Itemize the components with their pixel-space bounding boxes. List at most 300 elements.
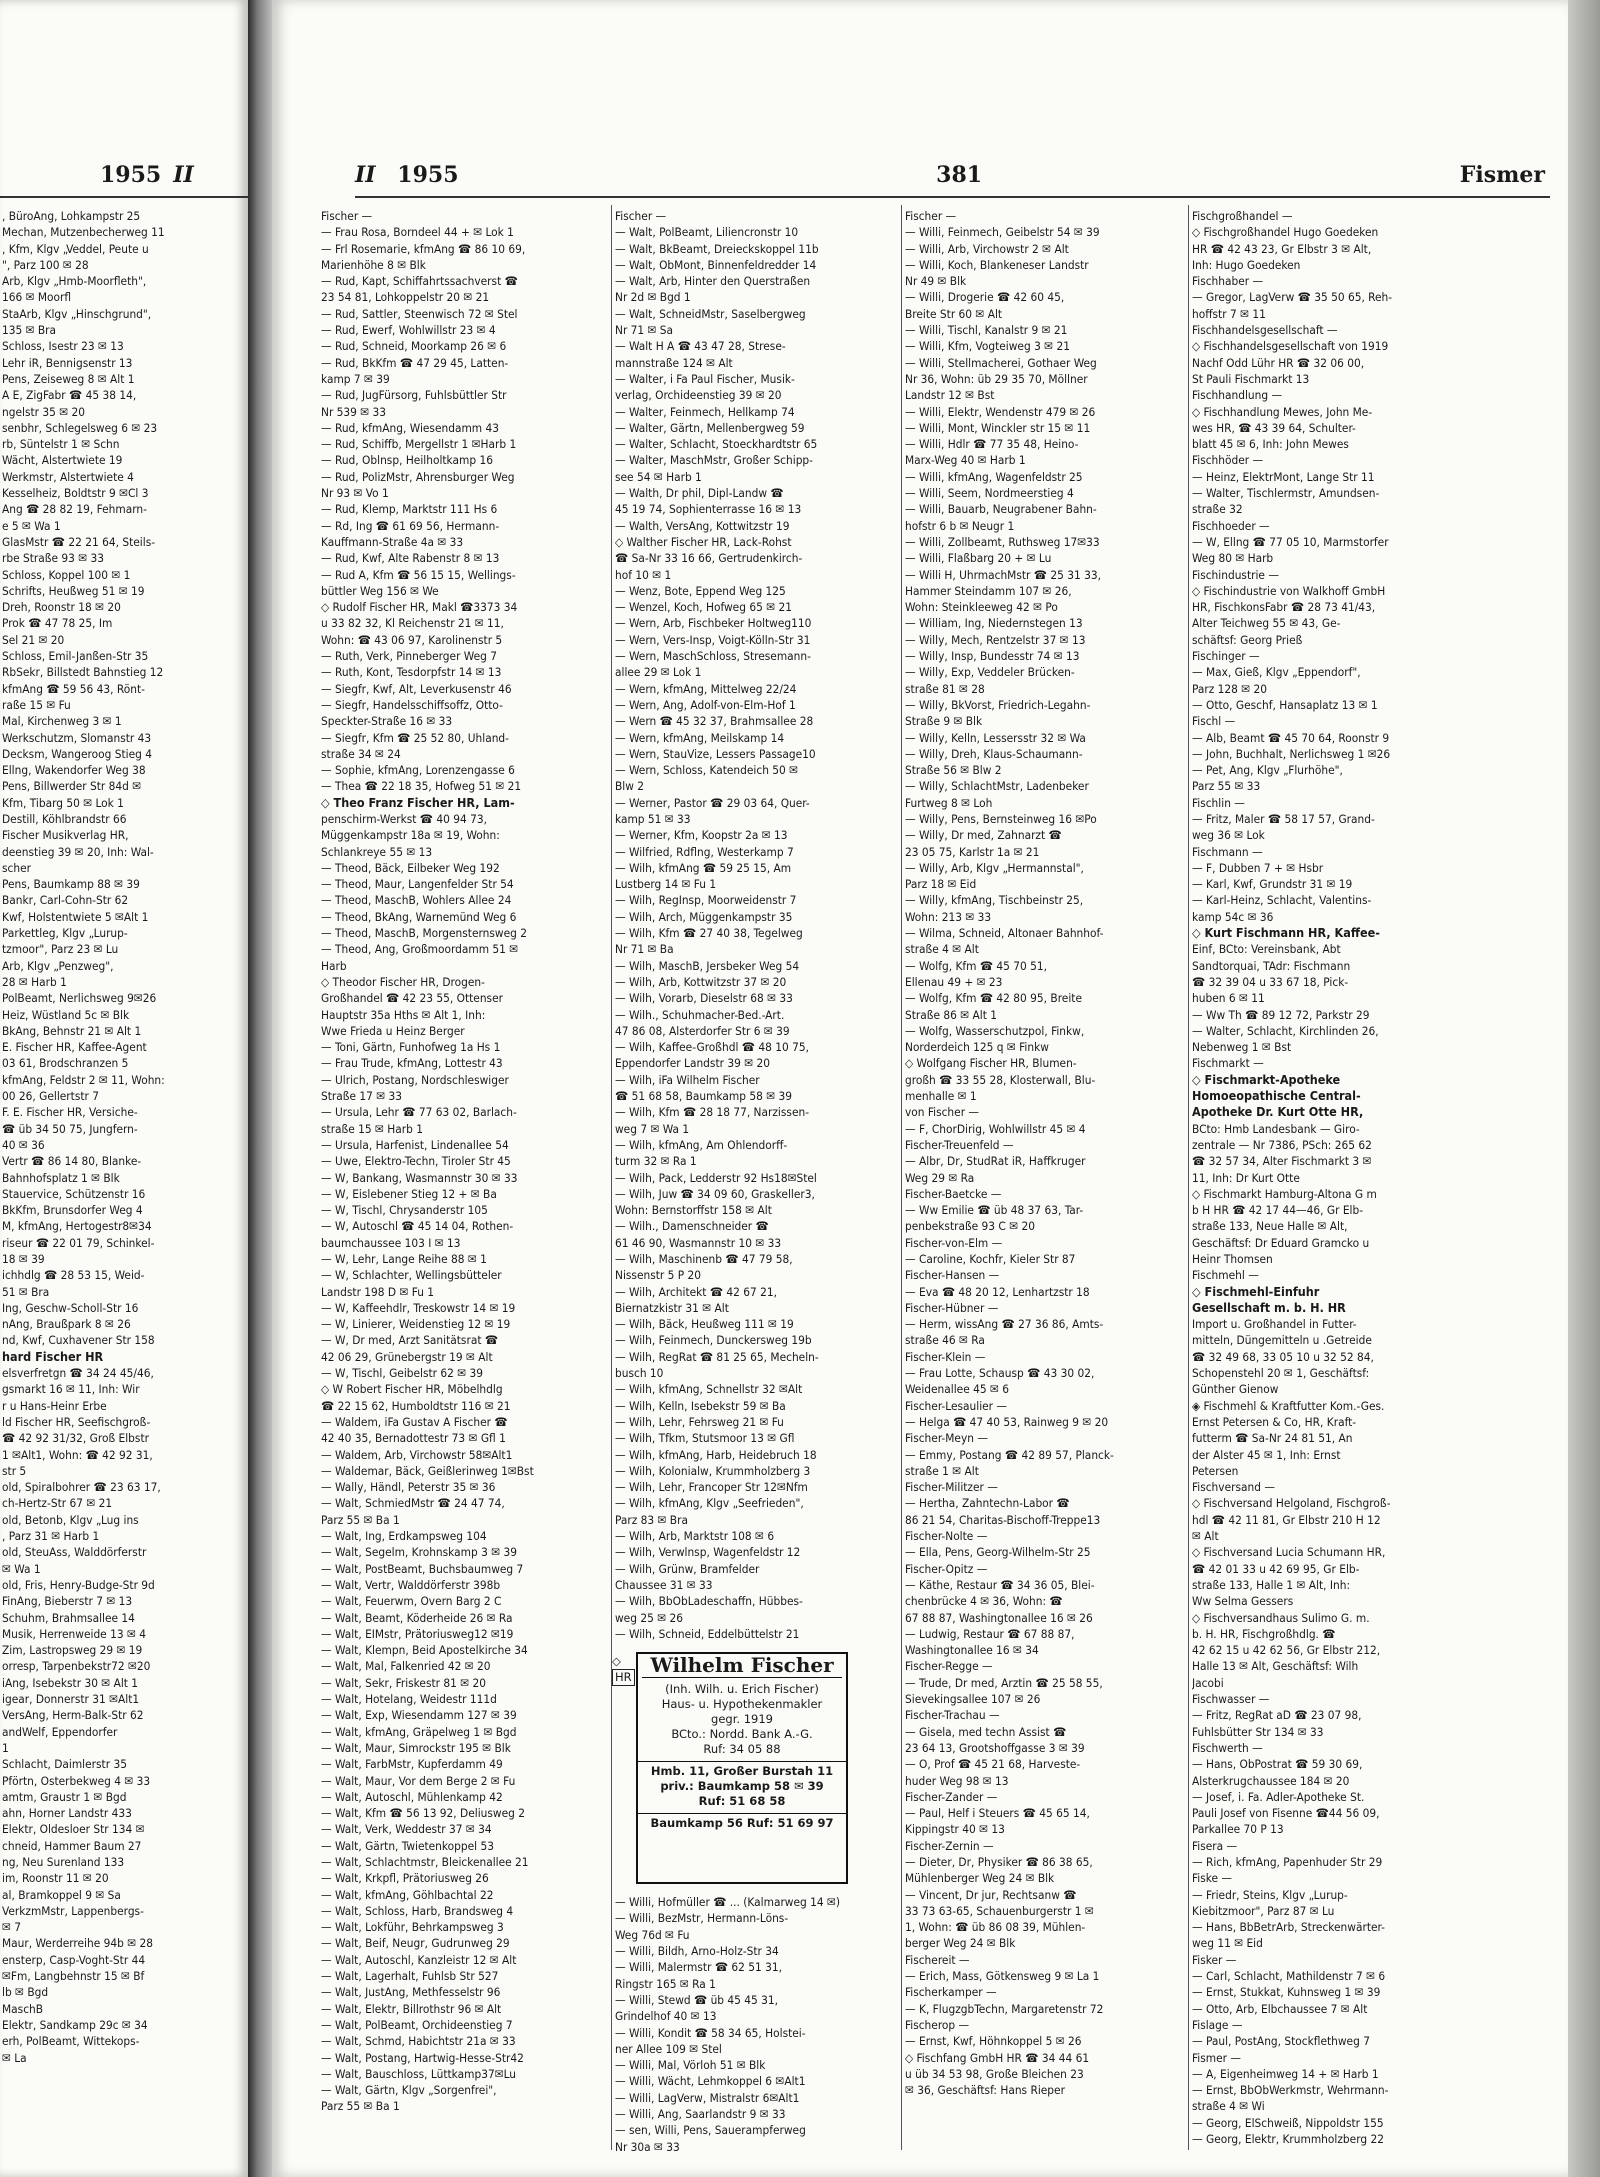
directory-entry-line: ◇ Fischmehl-Einfuhr xyxy=(1192,1283,1320,1299)
directory-entry-line: — Gisela, med techn Assist ☎ xyxy=(905,1724,1067,1739)
directory-entry-line: straße 32 xyxy=(1192,502,1243,517)
directory-entry-line: — Walt, Klempn, Beid Apostelkirche 34 xyxy=(321,1643,528,1658)
directory-entry-line: St Pauli Fischmarkt 13 xyxy=(1192,371,1310,386)
directory-entry-line: — Walt, JustAng, Methfesselstr 96 xyxy=(321,1985,501,2000)
directory-entry-line: Breite Str 60 ✉ Alt xyxy=(905,306,1003,321)
directory-entry-line: futterm ☎ Sa-Nr 24 81 51, An xyxy=(1192,1431,1353,1446)
directory-entry-line: ch-Hertz-Str 67 ✉ 21 xyxy=(2,1496,113,1511)
directory-entry-line: BCto: Hmb Landesbank — Giro- xyxy=(1192,1121,1360,1136)
directory-entry-line: Fischer-von-Elm — xyxy=(905,1235,1003,1250)
directory-entry-line: straße 15 ✉ Harb 1 xyxy=(321,1121,423,1136)
left-page xyxy=(0,0,248,2177)
directory-entry-line: Nr 71 ✉ Sa xyxy=(615,323,674,338)
directory-entry-line: huder Weg 98 ✉ 13 xyxy=(905,1773,1009,1788)
directory-entry-line: — Walt, Autoschl, Mühlenkamp 42 xyxy=(321,1789,503,1804)
directory-entry-line: — W, Lehr, Lange Reihe 88 ✉ 1 xyxy=(321,1252,487,1266)
directory-entry-line: — Rud, BkKfm ☎ 47 29 45, Latten- xyxy=(321,355,509,370)
directory-entry-line: 1 xyxy=(2,1740,9,1755)
directory-entry-line: ◇ Kurt Fischmann HR, Kaffee- xyxy=(1192,925,1380,941)
directory-entry-line: — Ludwig, Restaur ☎ 67 88 87, xyxy=(905,1626,1075,1641)
directory-entry-line: Parz 55 ✉ 33 xyxy=(1192,779,1261,794)
directory-entry-line: old, Fris, Henry-Budge-Str 9d xyxy=(2,1577,155,1592)
directory-entry-line: 1, Wohn: ☎ üb 86 08 39, Mühlen- xyxy=(905,1920,1086,1935)
directory-entry-line: ✉ La xyxy=(2,2050,27,2065)
directory-entry-line: — Willi, Koch, Blankeneser Landstr xyxy=(905,257,1089,272)
ad-marker xyxy=(612,1654,635,1686)
directory-entry-line: der Alster 45 ✉ 1, Inh: Ernst xyxy=(1192,1447,1341,1462)
directory-entry-line: — Walter, Tischlermstr, Amundsen- xyxy=(1192,486,1380,501)
directory-entry-line: — Helga ☎ 47 40 53, Rainweg 9 ✉ 20 xyxy=(905,1414,1109,1429)
directory-entry-line: VersAng, Herm-Balk-Str 62 xyxy=(2,1708,144,1723)
directory-entry-line: b H HR ☎ 42 17 44—46, Gr Elb- xyxy=(1192,1203,1364,1218)
directory-entry-line: penbekstraße 93 C ✉ 20 xyxy=(905,1219,1035,1234)
directory-entry-line: Nr 539 ✉ 33 xyxy=(321,404,387,419)
directory-entry-line: — Ww Emilie ☎ üb 48 37 63, Tar- xyxy=(905,1203,1084,1218)
directory-entry-line: — Walt, Bauschloss, Lüttkamp37✉Lu xyxy=(321,2066,517,2081)
directory-entry-line: Nr 71 ✉ Ba xyxy=(615,942,674,957)
directory-entry-line: — Walt, Exp, Wiesendamm 127 ✉ 39 xyxy=(321,1708,517,1723)
book-gutter xyxy=(248,0,272,2177)
directory-entry-line: Musik, Herrenweide 13 ✉ 4 xyxy=(2,1626,146,1641)
directory-entry-line: Destill, Köhlbrandstr 66 xyxy=(2,811,127,826)
directory-entry-line: rb, Süntelstr 1 ✉ Schn xyxy=(2,437,120,452)
directory-entry-line: — Otto, Arb, Elbchaussee 7 ✉ Alt xyxy=(1192,2001,1368,2016)
directory-entry-line: — Wern, MaschSchloss, Stresemann- xyxy=(615,649,811,664)
directory-entry-line: — Wilh, kfmAng, Klgv „Seefrieden", xyxy=(615,1496,804,1511)
directory-entry-line: — Wilh, Arch, Müggenkampstr 35 xyxy=(615,909,793,924)
directory-entry-line: — Walt, Krkpfl, Prätoriusweg 26 xyxy=(321,1871,489,1886)
directory-entry-line: — Willi, Flaßbarg 20 + ✉ Lu xyxy=(905,551,1052,566)
directory-entry-line: Pens, Baumkamp 88 ✉ 39 xyxy=(2,877,140,892)
directory-entry-line: — Rd, Ing ☎ 61 69 56, Hermann- xyxy=(321,518,500,533)
directory-entry-line: ◇ Fischmarkt Hamburg-Altona G m xyxy=(1192,1186,1377,1201)
directory-entry-line: — Walt, PolBeamt, Orchideenstieg 7 xyxy=(321,2017,513,2032)
directory-entry-line: Fischer-Nolte — xyxy=(905,1529,988,1544)
directory-entry-line: — Wenz, Bote, Eppend Weg 125 xyxy=(615,583,786,598)
directory-entry-line: — Wilh, Schneid, Eddelbüttelstr 21 xyxy=(615,1626,800,1641)
left-page-section: II xyxy=(173,162,194,188)
directory-entry-line: Straße 9 ✉ Blk xyxy=(905,714,983,729)
directory-entry-line: berger Weg 24 ✉ Blk xyxy=(905,1936,1016,1951)
directory-entry-line: Sievekingsallee 107 ✉ 26 xyxy=(905,1692,1041,1707)
directory-entry-line: — Willi, Seem, Nordmeerstieg 4 xyxy=(905,486,1074,501)
directory-entry-line: — Wilh, Lehr, Fehrsweg 21 ✉ Fu xyxy=(615,1414,784,1429)
directory-entry-line: — Ernst, Stukkat, Kuhnsweg 1 ✉ 39 xyxy=(1192,1985,1381,2000)
directory-entry-line: Vertr ☎ 86 14 80, Blanke- xyxy=(2,1154,142,1169)
directory-entry-line: ☎ 42 01 33 u 42 69 95, Gr Elb- xyxy=(1192,1561,1360,1576)
directory-entry-line: — Wilh, Kfm ☎ 27 40 38, Tegelweg xyxy=(615,926,803,941)
directory-entry-line: kamp 7 ✉ 39 xyxy=(321,371,390,386)
directory-entry-line: Grindelhof 40 ✉ 13 xyxy=(615,2009,717,2024)
directory-entry-line: Fisera — xyxy=(1192,1838,1238,1853)
directory-entry-line: — Carl, Schlacht, Mathildenstr 7 ✉ 6 xyxy=(1192,1969,1386,1984)
directory-entry-line: ✉ Wa 1 xyxy=(2,1561,41,1576)
page-edge xyxy=(1568,0,1600,2177)
directory-entry-line: — Walt, Postang, Hartwig-Hesse-Str42 xyxy=(321,2050,524,2065)
directory-entry-line: 67 88 87, Washingtonallee 16 ✉ 26 xyxy=(905,1610,1093,1625)
directory-entry-line: ◇ Fischmarkt-Apotheke xyxy=(1192,1071,1341,1087)
directory-entry-line: ◇ Fischversand Helgoland, Fischgroß- xyxy=(1192,1496,1391,1511)
directory-entry-line: — Walt, Maur, Simrockstr 195 ✉ Blk xyxy=(321,1740,511,1755)
directory-entry-line: — Walth, VersAng, Kottwitzstr 19 xyxy=(615,518,790,533)
directory-entry-line: — Rud, Schneid, Moorkamp 26 ✉ 6 xyxy=(321,339,507,354)
directory-entry-line: Nachf Odd Lühr HR ☎ 32 06 00, xyxy=(1192,355,1365,370)
ad-line: Haus- u. Hypothekenmakler xyxy=(661,1697,823,1711)
directory-entry-line: — Siegfr, Handelsschiffsoffz, Otto- xyxy=(321,697,503,712)
directory-entry-line: — F, ChorDirig, Wohlwillstr 45 ✉ 4 xyxy=(905,1121,1086,1136)
directory-entry-line: Schloss, Isestr 23 ✉ 13 xyxy=(2,339,124,354)
directory-entry-line: 33 73 63-65, Schauenburgerstr 1 ✉ xyxy=(905,1903,1094,1918)
directory-entry-line: — Wilh, MaschB, Jersbeker Weg 54 xyxy=(615,958,800,973)
directory-entry-line: — Willy, Insp, Bundesstr 74 ✉ 13 xyxy=(905,649,1080,664)
directory-entry-line: — Walt, Beif, Neugr, Gudrunweg 29 xyxy=(321,1936,510,1951)
directory-entry-line: Dreh, Roonstr 18 ✉ 20 xyxy=(2,600,121,615)
directory-entry-line: ◇ Fischversand Lucia Schumann HR, xyxy=(1192,1545,1386,1560)
directory-entry-line: Washingtonallee 16 ✉ 34 xyxy=(905,1643,1039,1658)
directory-entry-line: Bankr, Carl-Cohn-Str 62 xyxy=(2,893,129,908)
page-number: 381 xyxy=(936,162,983,188)
ad-divider xyxy=(638,1761,846,1762)
directory-entry-line: penschirm-Werkst ☎ 40 94 73, xyxy=(321,811,487,826)
directory-entry-line: Fisker — xyxy=(1192,1952,1237,1967)
directory-entry-line: ngelstr 35 ✉ 20 xyxy=(2,404,86,419)
directory-entry-line: Fiske — xyxy=(1192,1871,1232,1886)
directory-entry-line: Fischer-Lesaulier — xyxy=(905,1398,1008,1413)
directory-entry-line: — Walth, Dr phil, Dipl-Landw ☎ xyxy=(615,486,784,501)
directory-entry-line: ✉Fm, Langbehnstr 15 ✉ Bf xyxy=(2,1969,145,1984)
directory-entry-line: — Rud, Sattler, Steenwisch 72 ✉ Stel xyxy=(321,306,518,321)
directory-entry-line: , Kfm, Klgv „Veddel, Peute u xyxy=(2,241,149,256)
directory-entry-line: 23 64 13, Grootshoffgasse 3 ✉ 39 xyxy=(905,1740,1085,1755)
directory-entry-line: — Willy, Pens, Bernsteinweg 16 ✉Po xyxy=(905,811,1097,826)
directory-entry-line: — Walt, Ing, Erdkampsweg 104 xyxy=(321,1529,487,1544)
directory-entry-line: Landstr 198 D ✉ Fu 1 xyxy=(321,1284,435,1299)
directory-entry-line: ✉ 7 xyxy=(2,1920,22,1935)
directory-entry-line: Mechan, Mutzenbecherweg 11 xyxy=(2,225,165,240)
directory-entry-line: Parkettleg, Klgv „Lurup- xyxy=(2,926,128,941)
directory-entry-line: — O, Prof ☎ 45 21 68, Harveste- xyxy=(905,1757,1081,1772)
directory-entry-line: büttler Weg 156 ✉ We xyxy=(321,583,439,598)
directory-entry-line: — W, Tischl, Chrysanderstr 105 xyxy=(321,1203,488,1218)
directory-entry-line: Pauli Josef von Fisenne ☎44 56 09, xyxy=(1192,1806,1380,1821)
directory-entry-line: Apotheke Dr. Kurt Otte HR, xyxy=(1192,1104,1364,1120)
directory-entry-line: — W, Schlachter, Wellingsbütteler xyxy=(321,1268,502,1283)
directory-entry-line: igear, Donnerstr 31 ✉Alt1 xyxy=(2,1692,140,1707)
directory-entry-line: — Wilh, kfmAng, Harb, Heidebruch 18 xyxy=(615,1447,817,1462)
directory-entry-line: Wohn: Steinkleeweg 42 ✉ Po xyxy=(905,600,1058,615)
directory-entry-line: — Ernst, Kwf, Höhnkoppel 5 ✉ 26 xyxy=(905,2034,1082,2049)
directory-entry-line: deenstieg 39 ✉ 20, Inh: Wal- xyxy=(2,844,154,859)
directory-entry-line: — Walt, Gärtn, Twietenkoppel 53 xyxy=(321,1838,494,1853)
directory-entry-line: BkAng, Behnstr 21 ✉ Alt 1 xyxy=(2,1023,142,1038)
directory-entry-line: 45 19 74, Sophienterrasse 16 ✉ 13 xyxy=(615,502,802,517)
directory-entry-line: — Otto, Geschf, Hansaplatz 13 ✉ 1 xyxy=(1192,697,1378,712)
directory-entry-line: — Vincent, Dr jur, Rechtsanw ☎ xyxy=(905,1887,1077,1902)
directory-entry-line: — Rud, Oblnsp, Heilholtkamp 16 xyxy=(321,453,493,468)
directory-entry-line: — Käthe, Restaur ☎ 34 36 05, Blei- xyxy=(905,1577,1095,1592)
directory-entry-line: kfmAng ☎ 59 56 43, Rönt- xyxy=(2,681,145,696)
ad-bold-line: priv.: Baumkamp 58 ✉ 39 xyxy=(660,1779,824,1793)
directory-entry-line: Fischinger — xyxy=(1192,649,1260,664)
directory-entry-line: Alsterkrugchaussee 184 ✉ 20 xyxy=(1192,1773,1350,1788)
directory-entry-line: u üb 34 53 98, Große Bleichen 23 xyxy=(905,2066,1084,2081)
directory-entry-line: Nr 2d ✉ Bgd 1 xyxy=(615,290,691,305)
directory-entry-line: Müggenkampstr 18a ✉ 19, Wohn: xyxy=(321,828,500,843)
directory-entry-line: chneid, Hammer Baum 27 xyxy=(2,1838,142,1853)
directory-entry-line: — Walt, FarbMstr, Kupferdamm 49 xyxy=(321,1757,503,1772)
directory-entry-line: — Wern, Schloss, Katendeich 50 ✉ xyxy=(615,763,799,778)
directory-entry-line: — Hertha, Zahntechn-Labor ☎ xyxy=(905,1496,1070,1511)
directory-entry-line: — Dieter, Dr, Physiker ☎ 86 38 65, xyxy=(905,1854,1093,1869)
directory-entry-line: erh, PolBeamt, Wittekops- xyxy=(2,2034,140,2049)
directory-entry-line: 86 21 54, Charitas-Bischoff-Treppe13 xyxy=(905,1512,1101,1527)
directory-entry-line: — Willi, Stellmacherei, Gothaer Weg xyxy=(905,355,1097,370)
directory-entry-line: PolBeamt, Nerlichsweg 9✉26 xyxy=(2,991,157,1006)
directory-entry-line: — Wilh, Juw ☎ 34 09 60, Graskeller3, xyxy=(615,1186,815,1201)
directory-entry-line: straße 34 ✉ 24 xyxy=(321,746,401,761)
directory-entry-line: Fischer-Hansen — xyxy=(905,1268,1000,1283)
directory-entry-line: — Paul, PostAng, Stockflethweg 7 xyxy=(1192,2034,1370,2049)
directory-entry-line: — Wilh, Bäck, Heußweg 111 ✉ 19 xyxy=(615,1317,794,1332)
ad-company-name: Wilhelm Fischer xyxy=(642,1658,842,1678)
directory-entry-line: StaArb, Klgv „Hinschgrund", xyxy=(2,306,152,321)
directory-entry-line: — Wilh, Kelln, Isebekstr 59 ✉ Ba xyxy=(615,1398,786,1413)
right-head-left-group xyxy=(355,162,459,188)
directory-entry-line: Ellng, Wakendorfer Weg 38 xyxy=(2,763,146,778)
directory-entry-line: Fischindustrie — xyxy=(1192,567,1279,582)
directory-entry-line: — K, FlugzgbTechn, Margaretenstr 72 xyxy=(905,2001,1104,2016)
directory-entry-line: — Willi, BezMstr, Hermann-Löns- xyxy=(615,1911,789,1926)
directory-entry-line: — William, Ing, Niedernstegen 13 xyxy=(905,616,1083,631)
directory-entry-line: — Wern, StauVize, Lessers Passage10 xyxy=(615,746,816,761)
directory-entry-line: 42 62 15 u 42 62 56, Gr Elbstr 212, xyxy=(1192,1643,1381,1658)
directory-entry-line: Kippingstr 40 ✉ 13 xyxy=(905,1822,1005,1837)
directory-entry-line: — Willy, Kelln, Lessersstr 32 ✉ Wa xyxy=(905,730,1086,745)
directory-entry-line: straße 133, Neue Halle ✉ Alt, xyxy=(1192,1219,1348,1234)
directory-entry-line: ◇ Wolfgang Fischer HR, Blumen- xyxy=(905,1056,1077,1071)
directory-entry-line: — Friedr, Steins, Klgv „Lurup- xyxy=(1192,1887,1348,1902)
directory-entry-line: Fischl — xyxy=(1192,714,1236,729)
directory-entry-line: — Rud, Schiffb, Mergellstr 1 ✉Harb 1 xyxy=(321,437,517,452)
directory-entry-line: Fischer-Baetcke — xyxy=(905,1186,1002,1201)
directory-entry-line: — Walter, Feinmech, Hellkamp 74 xyxy=(615,404,795,419)
left-page-column xyxy=(2,208,246,2168)
directory-entry-line: Alter Teichweg 55 ✉ 43, Ge- xyxy=(1192,616,1341,631)
directory-entry-line: Zim, Lastropsweg 29 ✉ 19 xyxy=(2,1643,143,1658)
directory-entry-line: ◇ Fischgroßhandel Hugo Goedeken xyxy=(1192,225,1379,240)
directory-entry-line: gsmarkt 16 ✉ 11, Inh: Wir xyxy=(2,1382,140,1397)
directory-entry-line: — Trude, Dr med, Arztin ☎ 25 58 55, xyxy=(905,1675,1103,1690)
directory-entry-line: 47 86 08, Alsterdorfer Str 6 ✉ 39 xyxy=(615,1023,790,1038)
directory-entry-line: — Wilh, kfmAng ☎ 59 25 15, Am xyxy=(615,860,792,875)
directory-entry-line: busch 10 xyxy=(615,1366,664,1381)
directory-entry-line: Norderdeich 125 q ✉ Finkw xyxy=(905,1040,1049,1055)
directory-entry-line: — Willi, Tischl, Kanalstr 9 ✉ 21 xyxy=(905,323,1068,338)
directory-entry-line: — Rud, PolizMstr, Ahrensburger Weg xyxy=(321,469,515,484)
directory-entry-line: ensterp, Casp-Voght-Str 44 xyxy=(2,1952,146,1967)
directory-entry-line: M, kfmAng, Hertogestr8✉34 xyxy=(2,1219,152,1234)
directory-entry-line: — Willi, Malermstr ☎ 62 51 31, xyxy=(615,1960,783,1975)
directory-entry-line: Prok ☎ 47 78 25, Im xyxy=(2,616,113,631)
directory-entry-line: — Theod, BkAng, Warnemünd Weg 6 xyxy=(321,909,517,924)
directory-entry-line: ", Parz 100 ✉ 28 xyxy=(2,257,89,272)
directory-entry-line: — Werner, Kfm, Koopstr 2a ✉ 13 xyxy=(615,828,788,843)
directory-entry-line: — Willi, Kfm, Vogteiweg 3 ✉ 21 xyxy=(905,339,1070,354)
directory-entry-line: old, Betonb, Klgv „Lug ins xyxy=(2,1512,139,1527)
directory-entry-line: — Willy, Dr med, Zahnarzt ☎ xyxy=(905,828,1062,843)
directory-entry-line: — Willi, Kondit ☎ 58 34 65, Holstei- xyxy=(615,2025,806,2040)
directory-entry-line: — Willi, Wächt, Lehmkoppel 6 ✉Alt1 xyxy=(615,2074,806,2089)
directory-entry-line: — Toni, Gärtn, Funhofweg 1a Hs 1 xyxy=(321,1040,501,1055)
directory-entry-line: 03 61, Brodschranzen 5 xyxy=(2,1056,129,1071)
directory-entry-line: — Willi, kfmAng, Wagenfeldstr 25 xyxy=(905,469,1083,484)
directory-entry-line: Fischer-Zander — xyxy=(905,1789,998,1804)
directory-entry-line: r u Hans-Heinr Erbe xyxy=(2,1398,107,1413)
directory-entry-line: — Willi, Hofmüller ☎ ... (Kalmarweg 14 ✉) xyxy=(615,1895,841,1910)
directory-entry-line: — Willi, Mont, Winckler str 15 ✉ 11 xyxy=(905,420,1091,435)
directory-entry-line: Sandtorquai, TAdr: Fischmann xyxy=(1192,958,1351,973)
directory-entry-line: — Frau Lotte, Schausp ☎ 43 30 02, xyxy=(905,1366,1095,1381)
directory-entry-line: senbhr, Schlegelsweg 6 ✉ 23 xyxy=(2,420,158,435)
directory-entry-line: — Georg, Elektr, Krummholzberg 22 xyxy=(1192,2132,1384,2147)
directory-entry-line: von Fischer — xyxy=(905,1105,980,1120)
directory-entry-line: — Gregor, LagVerw ☎ 35 50 65, Reh- xyxy=(1192,290,1393,305)
directory-entry-line: — W, Bankang, Wasmannstr 30 ✉ 33 xyxy=(321,1170,518,1185)
directory-entry-line: — Ursula, Lehr ☎ 77 63 02, Barlach- xyxy=(321,1105,517,1120)
directory-entry-line: Weidenallee 45 ✉ 6 xyxy=(905,1382,1010,1397)
directory-entry-line: — Alb, Beamt ☎ 45 70 64, Roonstr 9 xyxy=(1192,730,1390,745)
directory-entry-line: Fischer-Zernin — xyxy=(905,1838,994,1853)
directory-entry-line: Kwf, Holstentwiete 5 ✉Alt 1 xyxy=(2,909,149,924)
directory-entry-line: — W, Autoschl ☎ 45 14 04, Rothen- xyxy=(321,1219,514,1234)
directory-entry-line: Schlankreye 55 ✉ 13 xyxy=(321,844,433,859)
directory-entry-line: — Willi, Drogerie ☎ 42 60 45, xyxy=(905,290,1065,305)
directory-entry-line: Fislage — xyxy=(1192,2017,1243,2032)
directory-entry-line: blatt 45 ✉ 6, Inh: John Mewes xyxy=(1192,437,1349,452)
directory-entry-line: Ww Selma Gessers xyxy=(1192,1594,1294,1609)
directory-entry-line: 42 40 35, Bernadottestr 73 ✉ Gfl 1 xyxy=(321,1431,506,1446)
directory-entry-line: — Waldem, iFa Gustav A Fischer ☎ xyxy=(321,1414,508,1429)
directory-entry-line: — Rud, kfmAng, Wiesendamm 43 xyxy=(321,420,500,435)
directory-entry-line: ner Allee 109 ✉ Stel xyxy=(615,2041,722,2056)
directory-entry-line: — A, Eigenheimweg 14 + ✉ Harb 1 xyxy=(1192,2066,1379,2081)
directory-entry-line: Maur, Werderreihe 94b ✉ 28 xyxy=(2,1936,153,1951)
directory-entry-line: Mühlenberger Weg 24 ✉ Blk xyxy=(905,1871,1055,1886)
directory-entry-line: — Wilh, Vorarb, Dieselstr 68 ✉ 33 xyxy=(615,991,793,1006)
directory-entry-line: Lehr iR, Bennigsenstr 13 xyxy=(2,355,133,370)
directory-entry-line: ◇ Walther Fischer HR, Lack-Rohst xyxy=(615,534,792,549)
directory-entry-line: ☎ 32 57 34, Alter Fischmarkt 3 ✉ xyxy=(1192,1154,1372,1169)
directory-entry-line: — Wilh., Damenschneider ☎ xyxy=(615,1219,769,1234)
directory-entry-line: VerkzmMstr, Lappenbergs- xyxy=(2,1903,144,1918)
directory-entry-line: Parz 128 ✉ 20 xyxy=(1192,681,1268,696)
directory-entry-line: 51 ✉ Bra xyxy=(2,1284,50,1299)
directory-entry-line: — Theod, Bäck, Eilbeker Weg 192 xyxy=(321,860,500,875)
directory-entry-line: großh ☎ 33 55 28, Klosterwall, Blu- xyxy=(905,1072,1096,1087)
directory-entry-line: — Walt, Hotelang, Weidestr 111d xyxy=(321,1692,497,1707)
directory-entry-line: FinAng, Bieberstr 7 ✉ 13 xyxy=(2,1594,133,1609)
directory-entry-line: Furtweg 8 ✉ Loh xyxy=(905,795,993,810)
directory-entry-line: 23 05 75, Karlstr 1a ✉ 21 xyxy=(905,844,1040,859)
directory-entry-line: 00 26, Gellertstr 7 xyxy=(2,1089,99,1104)
directory-entry-line: — Willi, Zollbeamt, Ruthsweg 17✉33 xyxy=(905,534,1100,549)
directory-entry-line: Nebenweg 1 ✉ Bst xyxy=(1192,1040,1292,1055)
directory-entry-line: — Uwe, Elektro-Techn, Tiroler Str 45 xyxy=(321,1154,511,1169)
directory-entry-line: Schlacht, Daimlerstr 35 xyxy=(2,1757,127,1772)
directory-entry-line: Biernatzkistr 31 ✉ Alt xyxy=(615,1300,729,1315)
directory-entry-line: — Wilh, RegInsp, Moorweidenstr 7 xyxy=(615,893,797,908)
directory-entry-line: — Wilh, Kaffee-Großhdl ☎ 48 10 75, xyxy=(615,1040,809,1055)
directory-entry-line: ◇ Fischhandelsgesellschaft von 1919 xyxy=(1192,339,1389,354)
directory-entry-line: — Willy, kfmAng, Tischbeinstr 25, xyxy=(905,893,1084,908)
directory-entry-line: Straße 86 ✉ Alt 1 xyxy=(905,1007,997,1022)
directory-entry-line: Pens, Billwerder Str 84d ✉ xyxy=(2,779,142,794)
directory-entry-line: ◈ Fischmehl & Kraftfutter Kom.-Ges. xyxy=(1192,1398,1385,1413)
directory-entry-line: — Willi, LagVerw, Mistralstr 6✉Alt1 xyxy=(615,2090,800,2105)
directory-entry-line: 166 ✉ Moorfl xyxy=(2,290,72,305)
directory-entry-line: 28 ✉ Harb 1 xyxy=(2,974,67,989)
directory-entry-line: rbe Straße 93 ✉ 33 xyxy=(2,551,104,566)
directory-entry-line: Großhandel ☎ 42 23 55, Ottenser xyxy=(321,991,503,1006)
directory-entry-line: Ang ☎ 28 82 19, Fehmarn- xyxy=(2,502,147,517)
directory-entry-line: ☎ Sa-Nr 33 16 66, Gertrudenkirch- xyxy=(615,551,803,566)
directory-entry-line: 61 46 90, Wasmannstr 10 ✉ 33 xyxy=(615,1235,782,1250)
directory-entry-line: 40 ✉ 36 xyxy=(2,1137,45,1152)
directory-entry-line: Nr 36, Wohn: üb 29 35 70, Möllner xyxy=(905,371,1088,386)
directory-entry-line: Kauffmann-Straße 4a ✉ 33 xyxy=(321,534,464,549)
directory-entry-line: — Rich, kfmAng, Papenhuder Str 29 xyxy=(1192,1854,1383,1869)
directory-entry-line: straße 1 ✉ Alt xyxy=(905,1463,979,1478)
directory-entry-line: — Wilh, kfmAng, Am Ohlendorff- xyxy=(615,1137,788,1152)
directory-entry-line: Kiebitzmoor", Parz 87 ✉ Lu xyxy=(1192,1903,1335,1918)
directory-entry-line: iAng, Isebekstr 30 ✉ Alt 1 xyxy=(2,1675,139,1690)
directory-entry-line: ld Fischer HR, Seefischgroß- xyxy=(2,1414,151,1429)
directory-entry-line: baumchaussee 103 I ✉ 13 xyxy=(321,1235,461,1250)
directory-entry-line: — Ursula, Harfenist, Lindenallee 54 xyxy=(321,1137,509,1152)
directory-entry-line: Arb, Klgv „Hmb-Moorfleth", xyxy=(2,274,147,289)
directory-entry-line: Harb xyxy=(321,958,347,973)
directory-entry-line: F. E. Fischer HR, Versiche- xyxy=(2,1105,138,1120)
directory-entry-line: Gesellschaft m. b. H. HR xyxy=(1192,1299,1346,1315)
directory-entry-line: Arb, Klgv „Penzweg", xyxy=(2,958,114,973)
directory-entry-line: — Walt, BkBeamt, Dreieckskoppel 11b xyxy=(615,241,819,256)
directory-entry-line: allee 29 ✉ Lok 1 xyxy=(615,665,702,680)
directory-entry-line: — Walt, Schloss, Harb, Brandsweg 4 xyxy=(321,1903,514,1918)
directory-entry-line: Petersen xyxy=(1192,1463,1239,1478)
directory-entry-line: — Walter, Gärtn, Mellenbergweg 59 xyxy=(615,420,805,435)
directory-entry-line: — Ruth, Kont, Tesdorpfstr 14 ✉ 13 xyxy=(321,665,502,680)
directory-entry-line: — Walt, Autoschl, Kanzleistr 12 ✉ Alt xyxy=(321,1952,517,1967)
directory-entry-line: Nr 93 ✉ Vo 1 xyxy=(321,486,389,501)
directory-entry-line: Marienhöhe 8 ✉ Blk xyxy=(321,257,426,272)
directory-entry-line: — Wilh, BbObLadeschaffn, Hübbes- xyxy=(615,1594,803,1609)
directory-entry-line: Ringstr 165 ✉ Ra 1 xyxy=(615,1976,716,1991)
directory-entry-line: Fischgroßhandel — xyxy=(1192,209,1293,223)
left-head-rule xyxy=(0,196,248,198)
directory-entry-line: straße 46 ✉ Ra xyxy=(905,1333,985,1348)
directory-entry-line: — Willi, Mal, Vörloh 51 ✉ Blk xyxy=(615,2058,766,2073)
directory-entry-line: straße 81 ✉ 28 xyxy=(905,681,985,696)
directory-entry-line: Wächt, Alstertwiete 19 xyxy=(2,453,123,468)
directory-entry-line: — Theod, MaschB, Morgensternsweg 2 xyxy=(321,926,527,941)
directory-entry-line: — Wern, Vers-Insp, Voigt-Kölln-Str 31 xyxy=(615,632,811,647)
right-page-year: 1955 xyxy=(397,162,459,188)
directory-entry-line: 1 ✉Alt1, Wohn: ☎ 42 92 31, xyxy=(2,1447,153,1462)
directory-entry-line: Heiz, Wüstland 5c ✉ Blk xyxy=(2,1007,130,1022)
directory-entry-line: Wohn: Bernstorffstr 158 ✉ Alt xyxy=(615,1203,772,1218)
ad-divider xyxy=(638,1813,846,1814)
ad-footer: Baumkamp 56 Ruf: 51 69 97 xyxy=(650,1816,834,1830)
